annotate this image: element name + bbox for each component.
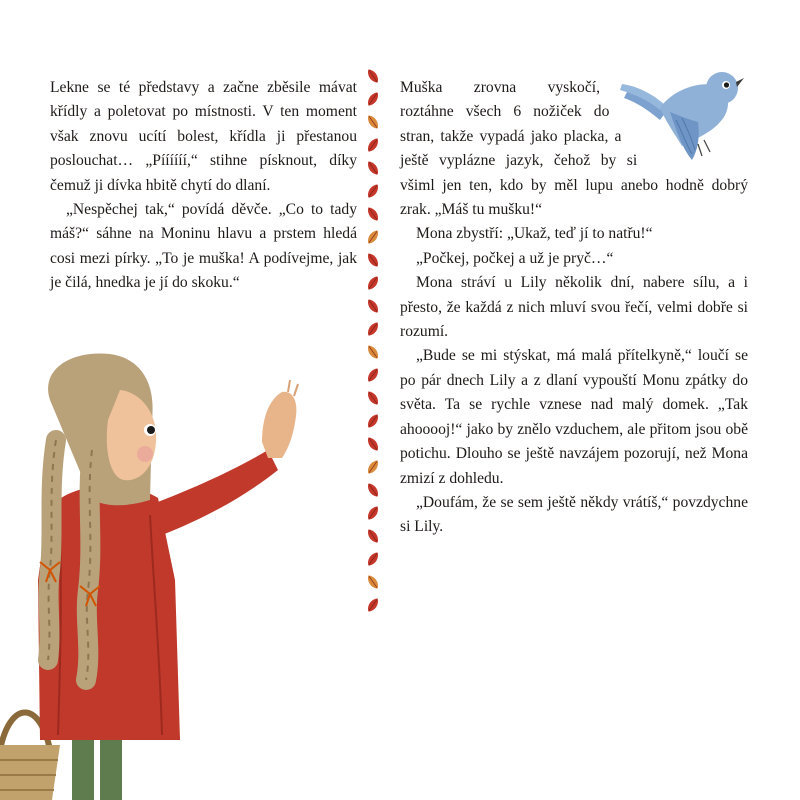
leaf-icon <box>365 481 380 498</box>
leaf-icon <box>365 228 380 245</box>
leaf-icon <box>365 435 380 452</box>
bluebird-illustration <box>620 60 750 165</box>
leaf-icon <box>365 527 380 544</box>
leaf-icon <box>365 274 380 291</box>
paragraph: „Nespěchej tak,“ povídá děvče. „Co to tady máš?“ sáhne na Moninu hlavu a prstem hledá cosi mezi pírky. „To je muška! A podívejme, jak je čilá, hnedka je jí do skoku.“ <box>50 201 357 292</box>
leaf-icon <box>365 389 380 406</box>
autumn-leaves-divider <box>362 66 384 626</box>
leaf-icon <box>365 596 380 613</box>
paragraph: Mona zbystří: „Ukaž, teď jí to natřu!“ <box>416 225 653 243</box>
paragraph: Muška zrovna vyskočí, roztáhne všech 6 nožiček do stran, takže vypadá jako placka, a ještě vyplázne jazyk, čehož by si všiml jen ten, kdo by měl lupu anebo hodně dobrý zrak. „Máš tu mušku!“ <box>400 79 748 219</box>
leaf-icon <box>365 67 380 84</box>
leaf-icon <box>365 113 380 130</box>
left-text-column <box>50 76 357 296</box>
leaf-icon <box>365 205 380 222</box>
leaf-icon <box>365 90 380 107</box>
leaf-icon <box>365 366 380 383</box>
leaf-icon <box>365 343 380 360</box>
paragraph: „Doufám, že se sem ještě někdy vrátíš,“ povzdychne si Lily. <box>400 493 748 536</box>
leaf-icon <box>365 251 380 268</box>
leaf-icon <box>365 182 380 199</box>
leaf-icon <box>365 504 380 521</box>
leaf-icon <box>365 458 380 475</box>
leaf-icon <box>365 297 380 314</box>
paragraph: Lekne se té představy a začne zběsile mávat křídly a poletovat po místnosti. V ten moment však znovu ucítí bolest, křídla ji přestanou poslouchat… „Píííííí,“ stihne písknout, díky čemuž ji dívka hbitě chytí do dlaní. <box>50 79 357 194</box>
leaf-icon <box>365 136 380 153</box>
girl-lily-illustration <box>0 330 320 800</box>
paragraph: „Počkej, počkej a už je pryč…“ <box>416 249 614 267</box>
leaf-icon <box>365 320 380 337</box>
paragraph: „Bude se mi stýskat, má malá přítelkyně,“ loučí se po pár dnech Lily a z dlaní vypouští Monu zpátky do světa. Ta se rychle vznese nad malý domek. „Tak ahooooj!“ jako by znělo vzduchem, ale přitom jsou obě potichu. Dlouho se ještě navzájem pozorují, než Mona zmizí z dohledu. <box>400 347 748 487</box>
leaf-icon <box>365 550 380 567</box>
leaf-icon <box>365 573 380 590</box>
paragraph: Mona stráví u Lily několik dní, nabere sílu, a i přesto, že každá z nich mluví svou řečí, velmi dobře si rozumí. <box>400 274 748 341</box>
leaf-icon <box>365 412 380 429</box>
leaf-icon <box>365 159 380 176</box>
